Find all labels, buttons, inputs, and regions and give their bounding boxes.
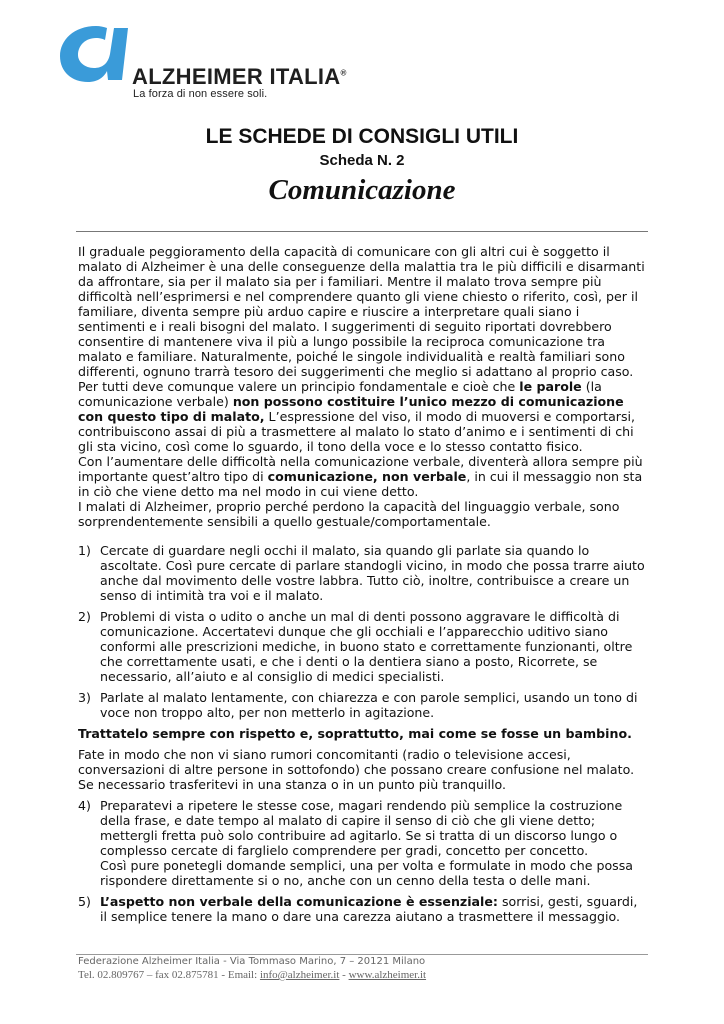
list-item: 1) Cercate di guardare negli occhi il malato, sia quando gli parlate sia quando lo ascoltate. Così pure cercate di parlare standogli vicino, in modo che possa trarre aiuto anche dal movimento delle vostre labbra. Tutto ciò, inoltre, contribuisce a creare un senso di intimità tra voi e il malato. <box>78 543 645 603</box>
logo <box>58 24 348 100</box>
website-link[interactable]: www.alzheimer.it <box>348 969 427 981</box>
list-item: 5) L’aspetto non verbale della comunicazione è essenziale: sorrisi, gesti, sguardi, il semplice tenere la mano o dare una carezza aiutano a trasmettere il messaggio. <box>78 894 638 924</box>
footer-contacts: Tel. 02.809767 – fax 02.875781 - Email: info@alzheimer.it - www.alzheimer.it <box>78 969 427 981</box>
principle-paragraph: Per tutti deve comunque valere un principio fondamentale e cioè che le parole (la comunicazione verbale) non possono costituire l’unico mezzo di comunicazione con questo tipo di malato, L’espressione del viso, il modo di muoversi e comportarsi, contribuiscono assai di più a trasmettere al malato lo stato d’animo e i sentimenti di chi gli sta vicino, così come lo sguardo, il tono della voce e lo stesso contatto fisico. <box>78 379 636 454</box>
document-body <box>78 244 648 924</box>
advice-list-a <box>78 543 648 720</box>
email-link[interactable]: info@alzheimer.it <box>259 969 340 981</box>
nonverbal-paragraph: Con l’aumentare delle difficoltà nella comunicazione verbale, diventerà allora sempre più importante quest’altro tipo di comunicazione, non verbale, in cui il messaggio non sta in ciò che viene detto ma nel modo in cui viene detto. <box>78 454 643 499</box>
header-divider <box>76 231 648 232</box>
list-item: 3) Parlate al malato lentamente, con chiarezza e con parole semplici, usando un tono di voce non troppo alto, per non metterlo in agitazione. <box>78 690 638 720</box>
page-title: LE SCHEDE DI CONSIGLI UTILI <box>205 125 519 148</box>
intro-paragraph: Il graduale peggioramento della capacità di comunicare con gli altri cui è soggetto il malato di Alzheimer è una delle conseguenze della malattia tra le più difficili e disarmanti da affrontare, sia per il malato sia per i familiari. Mentre il malato trova sempre più difficoltà nell’esprimersi e nel comprendere quanto gli viene chiesto o riferito, così, per il familiare, diventa sempre più arduo capire e riuscire a interpretare quali siano i sentimenti e i reali bisogni del malato. I suggerimenti di seguito riportati dovrebbero consentire di mantenere viva il più a lungo possibile la reciproca comunicazione tra malato e familiare. Naturalmente, poiché le singole individualità e realtà familiari sono differenti, ognuno trarrà tesoro dei suggerimenti che meglio si adattano al proprio caso. <box>78 244 645 379</box>
page-subtitle: Scheda N. 2 <box>319 152 405 169</box>
footer-address: Federazione Alzheimer Italia - Via Tommaso Marino, 7 – 20121 Milano <box>78 956 426 967</box>
sensitivity-paragraph: I malati di Alzheimer, proprio perché perdono la capacità del linguaggio verbale, sono sorprendentemente sensibili a quello gestuale/comportamentale. <box>78 499 620 529</box>
topic-heading: Comunicazione <box>268 174 456 206</box>
list-item: 4) Preparatevi a ripetere le stesse cose, magari rendendo più semplice la costruzione della frase, e date tempo al malato di capire il senso di ciò che gli viene detto; mettergli fretta può solo contribuire ad agitarlo. Se si tratta di un discorso lungo o complesso cercate di farglielo comprendere per gradi, concetto per concetto. Così pure ponetegli domande semplici, una per volta e formulate in modo che possa rispondere direttamente si o no, anche con un cenno della testa o delle mani. <box>78 798 633 888</box>
footer-divider <box>76 954 648 955</box>
list-item: 2) Problemi di vista o udito o anche un mal di denti possono aggravare le difficoltà di comunicazione. Accertatevi dunque che gli occhiali e l’apparecchio uditivo siano conformi alle prescrizioni mediche, in buono stato e correttamente funzionanti, oltre che correttamente usati, e che i denti o la dentiera siano a posto, Ricorrete, se necessario, all’aiuto e al consiglio di medici specialisti. <box>78 609 633 684</box>
noise-note: Fate in modo che non vi siano rumori concomitanti (radio o televisione accesi, conversazioni di altre persone in sottofondo) che possano creare confusione nel malato. Se necessario trasferitevi in una stanza o in un punto più tranquillo. <box>78 747 635 792</box>
brand-name: ALZHEIMER ITALIA® <box>132 64 347 89</box>
emphasis-note: Trattatelo sempre con rispetto e, soprattutto, mai come se fosse un bambino. <box>78 726 632 741</box>
advice-list-b <box>78 798 648 924</box>
brand-tagline: La forza di non essere soli. <box>133 88 268 100</box>
alzheimer-logo-mark-icon <box>58 24 133 84</box>
